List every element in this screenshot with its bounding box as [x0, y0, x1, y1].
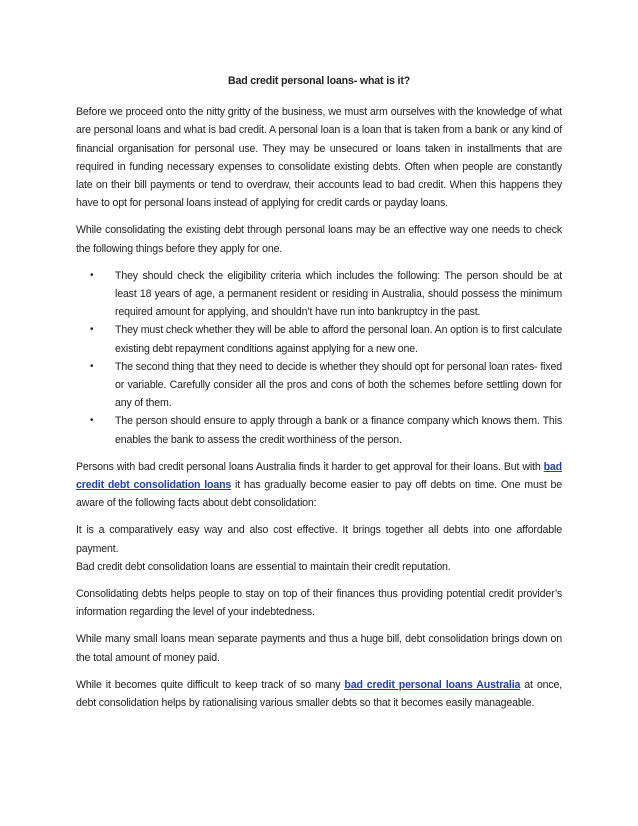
list-item: [90, 321, 562, 357]
intro-paragraph: Before we proceed onto the nitty gritty of the business, we must arm ourselves with the knowledge of what are personal loans and what is bad credit. A personal loan is a loan that is taken from a bank or any kind of financial organisation for personal use. They may be unsecured or loans taken in installments that are required in funding necessary expenses to consolidate existing debts. Often when people are constantly late on their bill payments or tend to overdraw, their accounts lead to bad credit. When this happens they have to opt for personal loans instead of applying for credit cards or payday loans.: [76, 106, 562, 210]
list-item-text: The second thing that they need to decide is whether they should opt for personal loan rates- fixed or variable. Carefully consider all the pros and cons of both the schemes before settling down for any of them.: [115, 360, 562, 410]
list-item-text: They must check whether they will be able to afford the personal loan. An option is to first calculate existing debt repayment conditions against applying for a new one.: [115, 324, 562, 355]
list-item: [90, 267, 562, 322]
closing-text-after: at once, debt consolidation helps by rationalising various smaller debts so that it becomes easily manageable.: [76, 678, 562, 710]
list-item: [90, 412, 562, 448]
credit-reputation-paragraph: Bad credit debt consolidation loans are essential to maintain their credit reputation.: [76, 560, 451, 573]
bullet-icon: •: [90, 360, 94, 372]
list-item: [90, 358, 562, 413]
eligibility-checklist: [76, 267, 562, 449]
approval-text-before: Persons with bad credit personal loans Australia finds it harder to get approval for their loans. But with: [76, 460, 541, 473]
list-item-text: They should check the eligibility criteria which includes the following: The person should be at least 18 years of age, a permanent resident or residing in Australia, should possess the minimum required amount for applying, and shouldn’t have run into bankruptcy in the past.: [115, 269, 562, 319]
debt-consolidation-loans-link[interactable]: bad credit debt consolidation loans: [76, 460, 562, 492]
closing-text-before: While it becomes quite difficult to keep track of so many: [76, 678, 341, 691]
document-title: Bad credit personal loans- what is it?: [227, 75, 411, 87]
bullet-icon: •: [90, 269, 94, 281]
finances-paragraph: Consolidating debts helps people to stay on top of their finances thus providing potential credit provider’s information regarding the level of your indebtedness.: [76, 588, 562, 619]
list-item-text: The person should ensure to apply through a bank or a finance company which knows them. This enables the bank to assess the credit worthiness of the person.: [115, 415, 562, 446]
cost-effective-paragraph: It is a comparatively easy way and also cost effective. It brings together all debts into one affordable payment.: [76, 524, 562, 555]
personal-loans-australia-link[interactable]: bad credit personal loans Australia: [344, 678, 521, 691]
approval-paragraph: [76, 458, 562, 513]
document-page: [76, 72, 562, 721]
bullet-icon: •: [90, 324, 94, 336]
approval-text-after: it has gradually become easier to pay off debts on time. One must be aware of the following facts about debt consolidation:: [76, 479, 562, 510]
closing-paragraph: [76, 676, 562, 712]
bullet-icon: •: [90, 415, 94, 427]
small-loans-paragraph: While many small loans mean separate payments and thus a huge bill, debt consolidation brings down on the total amount of money paid.: [76, 633, 562, 664]
consolidation-intro-paragraph: While consolidating the existing debt through personal loans may be an effective way one needs to check the following things before they apply for one.: [76, 224, 562, 255]
